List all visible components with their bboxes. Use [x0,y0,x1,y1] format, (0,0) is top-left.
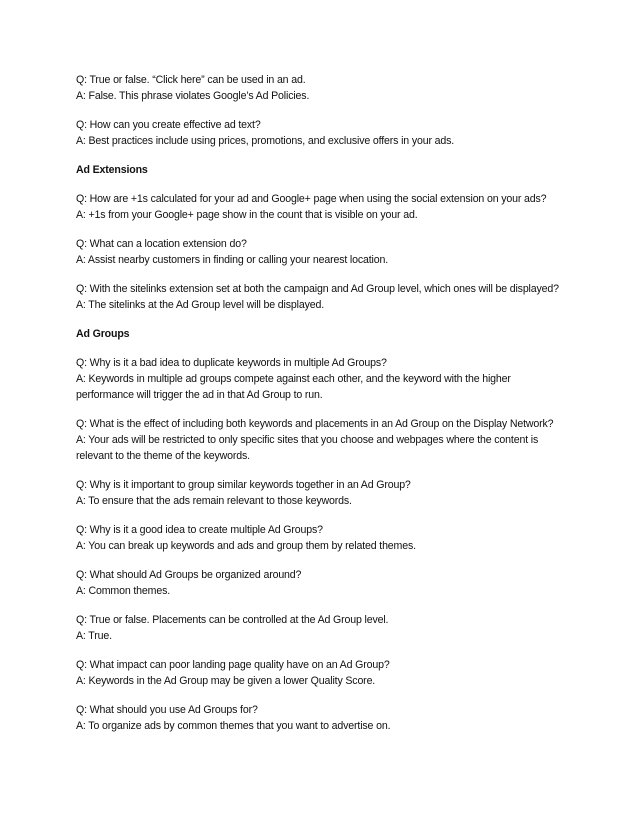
qa-block [76,657,566,689]
qa-block [76,117,566,149]
qa-block [76,522,566,554]
answer-text: A: Common themes. [76,585,171,597]
qa-block [76,477,566,509]
answer-text: A: +1s from your Google+ page show in the count that is visible on your ad. [76,209,418,221]
answer-text: A: True. [76,630,112,642]
qa-block [76,191,566,223]
question-text: Q: How are +1s calculated for your ad and Google+ page when using the social extension on your ads? [76,193,547,205]
question-text: Q: Why is it important to group similar keywords together in an Ad Group? [76,479,411,491]
question-text: Q: What can a location extension do? [76,238,247,250]
qa-block [76,355,566,403]
qa-block [76,702,566,734]
document-page [76,72,566,747]
qa-block [76,281,566,313]
question-text: Q: True or false. Placements can be controlled at the Ad Group level. [76,614,389,626]
qa-block [76,612,566,644]
answer-text: A: False. This phrase violates Google’s Ad Policies. [76,90,310,102]
qa-block [76,72,566,104]
qa-block [76,236,566,268]
qa-block [76,567,566,599]
answer-text: A: Assist nearby customers in finding or calling your nearest location. [76,254,389,266]
section-heading-ad-groups: Ad Groups [76,328,130,340]
question-text: Q: What should you use Ad Groups for? [76,704,258,716]
answer-text: A: Keywords in the Ad Group may be given a lower Quality Score. [76,675,376,687]
answer-text: A: Keywords in multiple ad groups compete against each other, and the keyword with the higher performance will trigger the ad in that Ad Group to run. [76,373,511,401]
question-text: Q: With the sitelinks extension set at both the campaign and Ad Group level, which ones will be displayed? [76,283,559,295]
answer-text: A: To organize ads by common themes that you want to advertise on. [76,720,391,732]
question-text: Q: Why is it a bad idea to duplicate keywords in multiple Ad Groups? [76,357,387,369]
question-text: Q: What should Ad Groups be organized around? [76,569,302,581]
qa-block [76,416,566,464]
question-text: Q: What impact can poor landing page quality have on an Ad Group? [76,659,390,671]
question-text: Q: True or false. “Click here” can be used in an ad. [76,74,306,86]
answer-text: A: To ensure that the ads remain relevant to those keywords. [76,495,352,507]
question-text: Q: What is the effect of including both keywords and placements in an Ad Group on the Display Network? [76,418,554,430]
answer-text: A: Your ads will be restricted to only specific sites that you choose and webpages where the content is relevant to the theme of the keywords. [76,434,539,462]
section-heading-ad-extensions: Ad Extensions [76,164,148,176]
question-text: Q: Why is it a good idea to create multiple Ad Groups? [76,524,323,536]
question-text: Q: How can you create effective ad text? [76,119,261,131]
answer-text: A: Best practices include using prices, promotions, and exclusive offers in your ads. [76,135,455,147]
answer-text: A: The sitelinks at the Ad Group level will be displayed. [76,299,324,311]
answer-text: A: You can break up keywords and ads and group them by related themes. [76,540,416,552]
